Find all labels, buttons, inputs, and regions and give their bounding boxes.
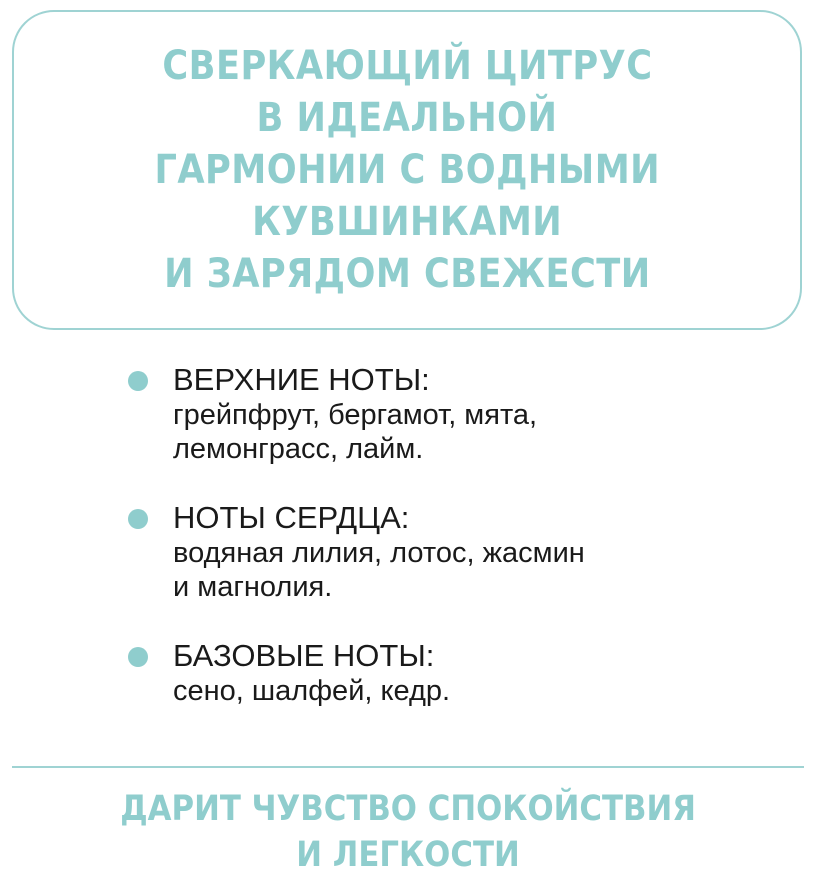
notes-list — [128, 362, 768, 708]
note-base-description: сено, шалфей, кедр. — [173, 675, 451, 707]
footer-tagline — [0, 786, 816, 878]
headline-line-5: И ЗАРЯДОМ СВЕЖЕСТИ — [163, 251, 651, 297]
footer-line-1: ДАРИТ ЧУВСТВО СПОКОЙСТВИЯ — [120, 789, 696, 829]
footer-line-2: И ЛЕГКОСТИ — [296, 835, 520, 875]
bullet-dot-icon — [128, 647, 148, 667]
divider-line — [12, 766, 804, 768]
headline-line-4: КУВШИНКАМИ — [251, 199, 563, 245]
note-heart-description: водяная лилия, лотос, жасмин и магнолия. — [173, 537, 585, 603]
note-heart-title: НОТЫ СЕРДЦА: — [173, 500, 410, 535]
note-top-title: ВЕРХНИЕ НОТЫ: — [173, 362, 430, 397]
headline-line-3: ГАРМОНИИ С ВОДНЫМИ — [154, 147, 660, 193]
bullet-dot-icon — [128, 371, 148, 391]
note-heart — [128, 500, 768, 604]
headline-box — [12, 10, 802, 330]
note-top — [128, 362, 768, 466]
headline-line-1: СВЕРКАЮЩИЙ ЦИТРУС — [161, 43, 653, 89]
note-top-description: грейпфрут, бергамот, мята, лемонграсс, лайм. — [173, 399, 538, 465]
note-base — [128, 638, 768, 708]
note-base-title: БАЗОВЫЕ НОТЫ: — [173, 638, 435, 673]
headline-line-2: В ИДЕАЛЬНОЙ — [256, 95, 558, 141]
bullet-dot-icon — [128, 509, 148, 529]
